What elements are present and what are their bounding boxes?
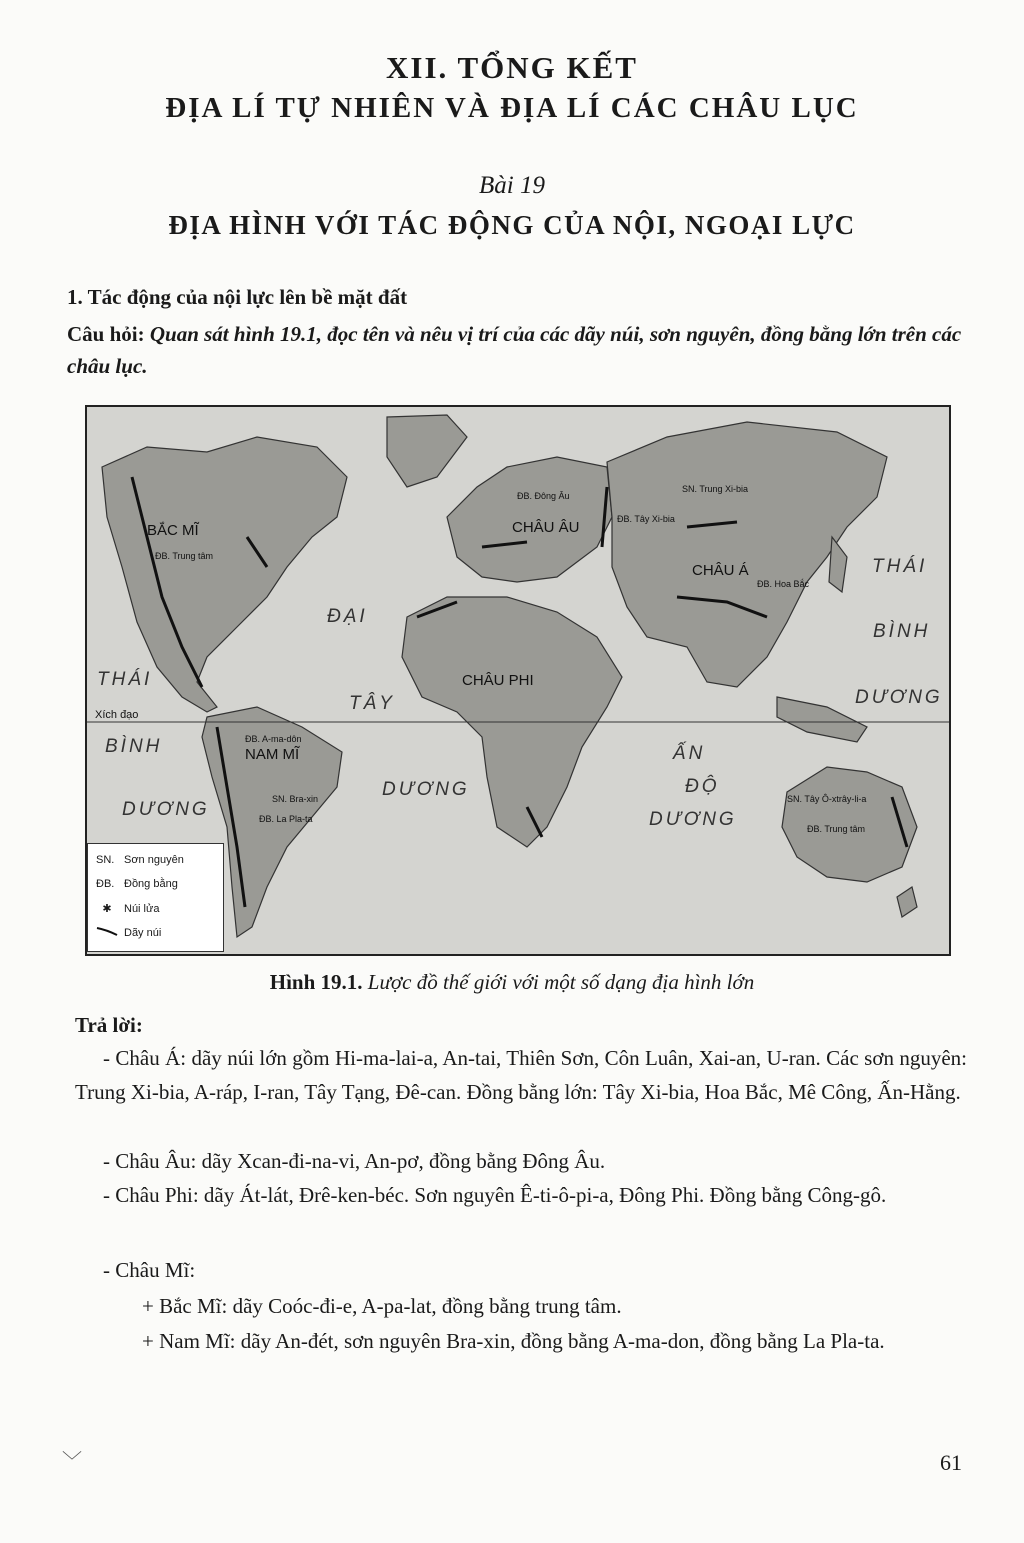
ocean-atlantic-1: ĐẠI (327, 606, 368, 627)
label-laplata-plain: ĐB. La Pla-ta (259, 814, 313, 824)
ocean-atlantic-3: DƯƠNG (382, 779, 470, 800)
legend-row-plateau (96, 854, 184, 866)
ocean-indian-3: DƯƠNG (649, 809, 737, 830)
legend-label-mountain: Dãy núi (124, 926, 162, 939)
label-south-america: NAM MĨ (245, 746, 300, 763)
page-number: 61 (940, 1450, 962, 1475)
volcano-icon: ✱ (102, 903, 112, 915)
label-huabei-plain: ĐB. Hoa Bắc (757, 579, 810, 589)
legend-row-mountain (96, 926, 161, 939)
label-central-siberia-plateau: SN. Trung Xi-bia (682, 484, 749, 494)
ocean-pacific-east-2: BÌNH (873, 621, 931, 642)
label-na-central-plain: ĐB. Trung tâm (155, 551, 214, 561)
label-europe: CHÂU ÂU (512, 519, 580, 536)
ocean-pacific-west-2: BÌNH (105, 736, 163, 757)
figure-caption-text: Lược đồ thế giới với một số dạng địa hình lớn (367, 970, 755, 994)
label-east-europe-plain: ĐB. Đông Âu (517, 491, 570, 501)
lesson-number: Bài 19 (479, 172, 545, 199)
chapter-subtitle: ĐỊA LÍ TỰ NHIÊN VÀ ĐỊA LÍ CÁC CHÂU LỤC (165, 92, 859, 124)
legend-row-volcano (96, 902, 160, 915)
legend-key-plain: ĐB. (96, 878, 115, 890)
legend-label-plain: Đồng bằng (124, 878, 178, 890)
mountain-line-icon (96, 926, 118, 939)
label-aus-central-plain: ĐB. Trung tâm (807, 824, 866, 834)
ocean-pacific-east-3: DƯƠNG (855, 687, 943, 708)
question (67, 318, 967, 382)
section-heading: 1. Tác động của nội lực lên bề mặt đất (67, 285, 408, 309)
figure-caption (0, 970, 1024, 995)
label-africa: CHÂU PHI (462, 672, 534, 689)
label-asia: CHÂU Á (692, 562, 749, 579)
legend-row-plain (96, 878, 178, 890)
label-north-america: BẮC MĨ (147, 522, 199, 539)
margin-mark: ﹀ (62, 1451, 82, 1473)
legend-label-volcano: Núi lửa (124, 902, 160, 915)
ocean-atlantic-2: TÂY (349, 693, 395, 714)
map-legend (87, 843, 224, 952)
question-text: Quan sát hình 19.1, đọc tên và nêu vị trí của các dãy núi, sơn nguyên, đồng bằng lớn trên các châu lục. (67, 322, 962, 378)
answer-north-america: + Bắc Mĩ: dãy Coóc-đi-e, A-pa-lat, đồng bằng trung tâm. (142, 1294, 622, 1318)
answer-label: Trả lời: (75, 1013, 143, 1037)
ocean-pacific-west-1: THÁI (97, 669, 153, 690)
label-west-aus-plateau: SN. Tây Ô-xtrây-li-a (787, 794, 867, 804)
equator-label: Xích đạo (95, 709, 139, 721)
ocean-indian-2: ĐỘ (685, 776, 720, 797)
label-amazon-plain: ĐB. A-ma-dôn (245, 734, 302, 744)
legend-key-plateau: SN. (96, 854, 115, 866)
label-brazil-plateau: SN. Bra-xin (272, 794, 319, 804)
ocean-indian-1: ẤN (673, 743, 706, 764)
figure-caption-label: Hình 19.1. (269, 970, 363, 994)
label-west-siberia-plain: ĐB. Tây Xi-bia (617, 514, 675, 524)
ocean-pacific-east-1: THÁI (872, 556, 928, 577)
answer-south-america: + Nam Mĩ: dãy An-đét, sơn nguyên Bra-xin, đồng bằng A-ma-don, đồng bằng La Pla-ta. (142, 1329, 885, 1353)
legend-label-plateau: Sơn nguyên (124, 854, 184, 866)
answer-america: - Châu Mĩ: (103, 1258, 196, 1282)
answer-europe: - Châu Âu: dãy Xcan-đi-na-vi, An-pơ, đồng bằng Đông Âu. (103, 1149, 606, 1173)
question-label: Câu hỏi: (67, 322, 145, 346)
answer-africa: - Châu Phi: dãy Át-lát, Đrê-ken-béc. Sơn nguyên Ê-ti-ô-pi-a, Đông Phi. Đồng bằng Công-gô. (103, 1183, 887, 1207)
answer-asia: - Châu Á: dãy núi lớn gồm Hi-ma-lai-a, An-tai, Thiên Sơn, Côn Luân, Xai-an, U-ran. Các sơn nguyên: Trung Xi-bia, A-ráp, I-ran, Tây Tạng, Đê-can. Đồng bằng lớn: Tây Xi-bia, Hoa Bắc, Mê Công, Ấn-Hằng. (75, 1046, 967, 1104)
chapter-title: XII. TỔNG KẾT (386, 50, 638, 85)
lesson-title: ĐỊA HÌNH VỚI TÁC ĐỘNG CỦA NỘI, NGOẠI LỰC (168, 210, 856, 240)
ocean-pacific-west-3: DƯƠNG (122, 799, 210, 820)
